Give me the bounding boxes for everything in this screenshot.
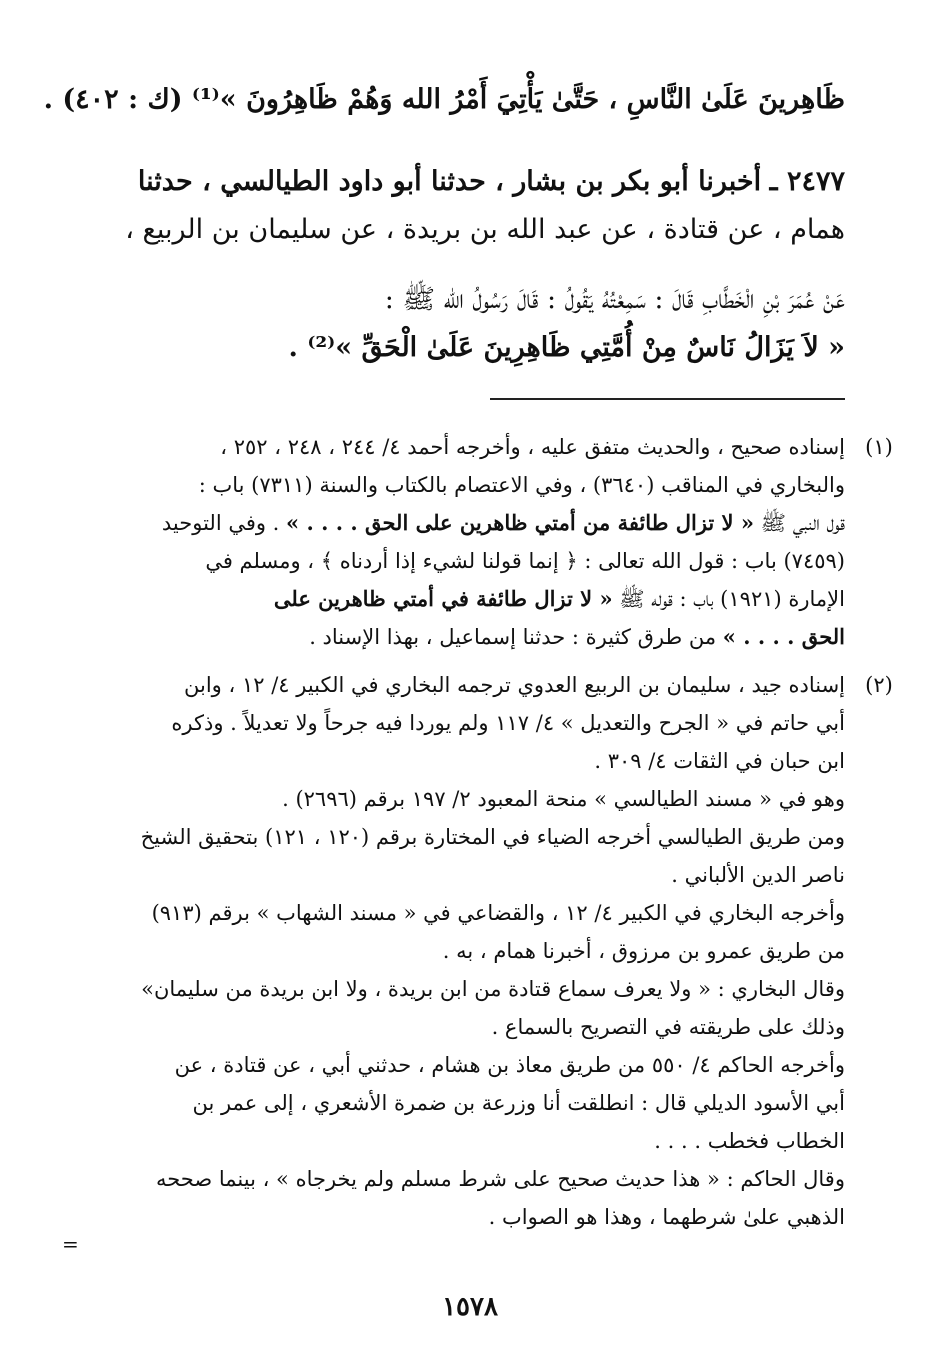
footnote-2-number: (٢) xyxy=(865,673,893,697)
footnote-2-line: إسناده جيد ، سليمان بن الربيع العدوي ترجمه البخاري في الكبير ٤/ ١٢ ، وابن xyxy=(184,673,845,697)
footnote-1-line xyxy=(72,580,845,618)
isnad-line-2: همام ، عن قتادة ، عن عبد الله بن بريدة ، عن سليمان بن الربيع ، xyxy=(125,214,845,245)
footnote-2-line: أبي حاتم في « الجرح والتعديل » ٤/ ١١٧ ولم يوردا فيه جرحاً ولا تعديلاً . وذكره xyxy=(171,711,845,735)
footnote-1-number: (١) xyxy=(865,435,893,459)
footnote-1-line: والبخاري في المناقب (٣٦٤٠) ، وفي الاعتصام بالكتاب والسنة (٧٣١١) باب : xyxy=(198,473,845,497)
footnote-2-line: وقال الحاكم : « هذا حديث صحيح على شرط مسلم ولم يخرجاه » ، بينما صححه xyxy=(155,1167,845,1191)
page-number: ١٥٧٨ xyxy=(442,1292,498,1322)
isnad-line-1: أخبرنا أبو بكر بن بشار ، حدثنا أبو داود الطيالسي ، حدثنا xyxy=(137,166,762,197)
footnote-2-line: وذلك على طريقته في التصريح بالسماع . xyxy=(491,1015,845,1039)
footnote-1-text: من طرق كثيرة : حدثنا إسماعيل ، بهذا الإسناد . xyxy=(309,625,723,649)
footnote-2-line: أبي الأسود الديلي قال : انطلقت أنا وزرعة بن ضمرة الأشعري ، إلى عمر بن xyxy=(192,1091,845,1115)
footnote-1-line xyxy=(72,618,845,656)
footnote-1-line xyxy=(72,504,845,542)
matn-line-1: عَنْ عُمَرَ بْنِ الْخَطَّابِ قَالَ : سَمِعْتُهُ يَقُولُ : قَالَ رَسُولُ الله ﷺ : xyxy=(384,284,845,315)
footnote-1-quote: « لا تزال طائفة من أمتي ظاهرين على الحق . . . . » xyxy=(286,510,754,535)
footnote-2-line: ناصر الدين الألباني . xyxy=(671,863,845,887)
footnote-1 xyxy=(72,428,893,656)
footnote-2-line: الذهبي علىٰ شرطهما ، وهذا هو الصواب . xyxy=(488,1205,845,1229)
footnote-1-text: الإمارة (١٩٢١) باب : قوله ﷺ xyxy=(612,587,845,611)
footnote-separator xyxy=(490,398,845,400)
footnote-2-line: وهو في « مسند الطيالسي » منحة المعبود ٢/ ١٩٧ برقم (٢٦٩٦) . xyxy=(282,787,845,811)
matn-line-2: « لاَ يَزَالُ نَاسٌ مِنْ أُمَّتِي ظَاهِرِينَ عَلَىٰ الْحَقِّ »⁽²⁾ . xyxy=(288,332,845,363)
footnote-2 xyxy=(72,666,893,1236)
main-text-line-1: ظَاهِرينَ عَلَىٰ النَّاسِ ، حَتَّىٰ يَأْتِيَ أَمْرُ الله وَهُمْ ظَاهِرُونَ »⁽¹⁾ (ك : ٤٠٢) . xyxy=(43,84,845,115)
footnote-2-line: الخطاب فخطب . . . . xyxy=(654,1129,845,1153)
footnote-1-text: قول النبي ﷺ xyxy=(753,511,845,535)
footnote-1-text: . وفي التوحيد xyxy=(161,511,287,535)
continuation-mark: = xyxy=(62,1232,79,1256)
footnote-2-line: ابن حبان في الثقات ٤/ ٣٠٩ . xyxy=(594,749,845,773)
footnote-2-line: من طريق عمرو بن مرزوق ، أخبرنا همام ، به . xyxy=(442,939,845,963)
footnote-2-line: ومن طريق الطيالسي أخرجه الضياء في المختارة برقم (١٢٠ ، ١٢١) بتحقيق الشيخ xyxy=(140,825,845,849)
footnote-2-line: وأخرجه الحاكم ٤/ ٥٥٠ من طريق معاذ بن هشام ، حدثني أبي ، عن قتادة ، عن xyxy=(174,1053,845,1077)
footnote-1-quote: « لا تزال طائفة في أمتي ظاهرين على xyxy=(273,586,613,611)
footnote-2-line: وقال البخاري : « ولا يعرف سماع قتادة من ابن بريدة ، ولا ابن بريدة من سليمان» xyxy=(141,977,845,1001)
hadith-number: ٢٤٧٧ ـ xyxy=(769,166,845,197)
hadith-header-line xyxy=(75,162,845,202)
footnote-1-line: (٧٤٥٩) باب : قول الله تعالى : ﴿ إنما قولنا لشيء إذا أردناه ﴾ ، ومسلم في xyxy=(205,549,845,573)
footnote-2-line: وأخرجه البخاري في الكبير ٤/ ١٢ ، والقضاعي في « مسند الشهاب » برقم (٩١٣) xyxy=(151,901,845,925)
footnote-1-line: إسناده صحيح ، والحديث متفق عليه ، وأخرجه أحمد ٤/ ٢٤٤ ، ٢٤٨ ، ٢٥٢ ، xyxy=(220,435,845,459)
footnote-1-quote: الحق . . . . » xyxy=(722,624,845,649)
